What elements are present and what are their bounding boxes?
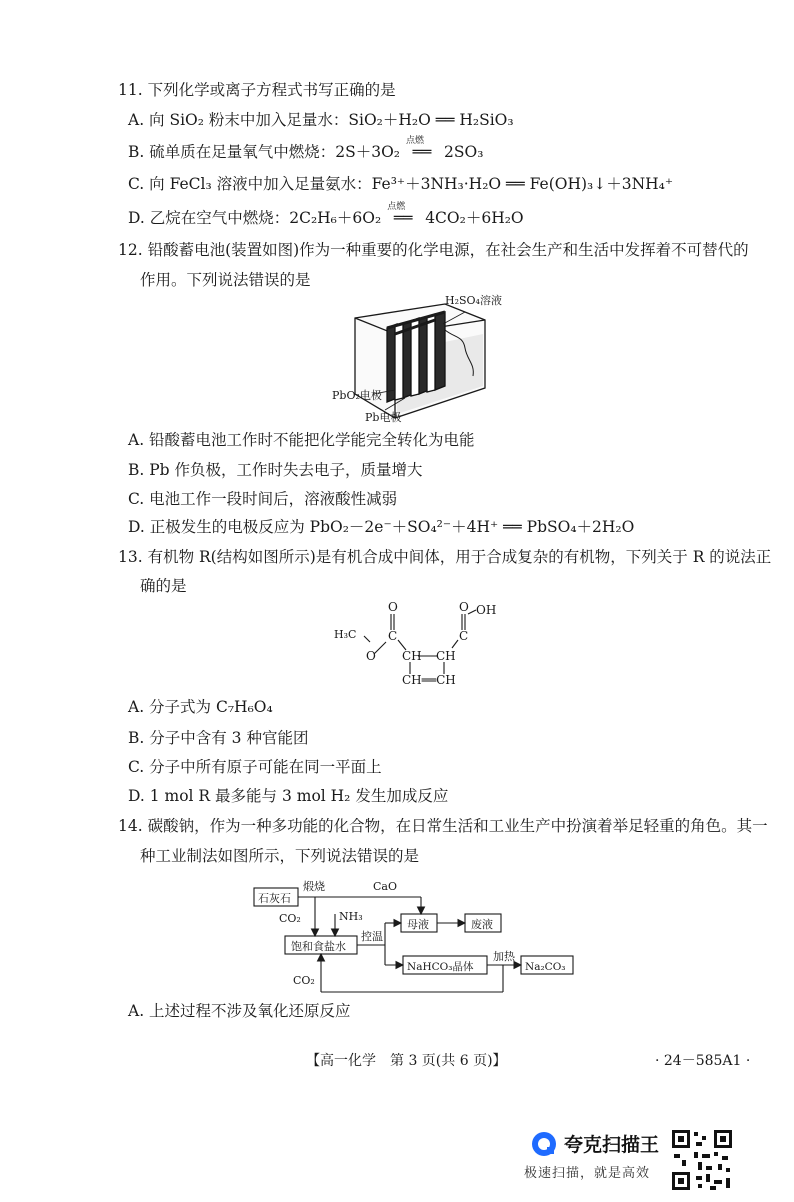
flow-cao: CaO [373, 880, 397, 893]
q11-option-b-rhs: 2SO₃ [444, 143, 484, 161]
q12-stem-line2: 作用。下列说法错误的是 [140, 271, 311, 289]
q14-stem-line1: 14. 碳酸钠，作为一种多功能的化合物，在日常生活和工业生产中扮演着举足轻重的角色。其一 [118, 817, 768, 835]
scanner-logo-icon [530, 1130, 558, 1158]
reaction-arrow: 点燃 ══ [400, 142, 444, 162]
atom-c-left: C [388, 629, 398, 643]
q12-option-c: C. 电池工作一段时间后，溶液酸性减弱 [128, 490, 398, 508]
q11-option-d-rhs: 4CO₂＋6H₂O [425, 209, 524, 227]
atom-oh: OH [476, 603, 497, 617]
reaction-condition: 点燃 [387, 202, 406, 212]
q11-option-a: A. 向 SiO₂ 粉末中加入足量水：SiO₂＋H₂O ══ H₂SiO₃ [128, 111, 514, 129]
flow-calcine: 煅烧 [303, 880, 325, 893]
q11-option-d-lhs: D. 乙烷在空气中燃烧：2C₂H₆＋6O₂ [128, 209, 382, 227]
atom-c-right: C [459, 629, 469, 643]
atom-o-carbonyl-left: O [388, 600, 398, 614]
flow-co2-bottom: CO₂ [293, 974, 315, 987]
q11-option-b-lhs: B. 硫单质在足量氧气中燃烧：2S＋3O₂ [128, 143, 401, 161]
q11-option-d [128, 202, 524, 228]
organic-structure-r [330, 598, 520, 688]
label-h2so4-solution: H₂SO₄溶液 [445, 294, 502, 307]
flow-nahco3: NaHCO₃晶体 [407, 961, 474, 973]
q14-stem-line2: 种工业制法如图所示，下列说法错误的是 [140, 847, 420, 865]
scanner-brand-name: 夸克扫描王 [564, 1134, 660, 1156]
flow-na2co3: Na₂CO₃ [525, 961, 566, 973]
atom-o-carbonyl-right: O [459, 600, 469, 614]
atom-h3c: H₃C [334, 628, 357, 641]
flow-brine: 饱和食盐水 [291, 940, 346, 953]
q12-option-d: D. 正极发生的电极反应为 PbO₂－2e⁻＋SO₄²⁻＋4H⁺ ══ PbSO₄＋2H₂O [128, 518, 635, 536]
flow-mother-liquor: 母液 [407, 918, 429, 931]
q14-option-a: A. 上述过程不涉及氧化还原反应 [128, 1002, 351, 1020]
atom-ch-right: CH [436, 649, 456, 663]
flow-temp-control: 控温 [361, 930, 383, 943]
q12-option-b: B. Pb 作负极，工作时失去电子，质量增大 [128, 461, 423, 479]
label-pb-electrode: Pb电极 [365, 411, 402, 424]
q13-option-b: B. 分子中含有 3 种官能团 [128, 729, 309, 747]
page-footer-code: · 24－585A1 · [655, 1053, 751, 1069]
atom-o-ether: O [366, 649, 376, 663]
q13-stem-line2: 确的是 [140, 577, 187, 595]
q12-stem-line1: 12. 铅酸蓄电池(装置如图)作为一种重要的化学电源，在社会生产和生活中发挥着不可替代的 [118, 241, 749, 259]
scanner-brand-slogan: 极速扫描，就是高效 [524, 1166, 651, 1181]
q11-option-b [128, 136, 484, 162]
atom-ch-left: CH [402, 649, 422, 663]
soda-ash-process-flow [245, 874, 585, 998]
reaction-arrow: 点燃 ══ [381, 208, 425, 228]
reaction-condition: 点燃 [406, 136, 425, 146]
q12-option-a: A. 铅酸蓄电池工作时不能把化学能完全转化为电能 [128, 431, 475, 449]
q13-option-a: A. 分子式为 C₇H₆O₄ [128, 698, 273, 716]
q11-option-c: C. 向 FeCl₃ 溶液中加入足量氨水：Fe³⁺＋3NH₃·H₂O ══ Fe(OH)₃↓＋3NH₄⁺ [128, 175, 674, 193]
flow-waste: 废液 [471, 918, 493, 931]
lead-acid-battery-figure [325, 290, 515, 430]
flow-nh3: NH₃ [339, 910, 363, 923]
q13-option-d: D. 1 mol R 最多能与 3 mol H₂ 发生加成反应 [128, 787, 449, 805]
flow-co2-top: CO₂ [279, 912, 301, 925]
page-footer-title: 【高一化学 第 3 页(共 6 页)】 [306, 1053, 507, 1069]
q13-stem-line1: 13. 有机物 R(结构如图所示)是有机合成中间体，用于合成复杂的有机物，下列关于 R 的说法正 [118, 548, 772, 566]
flow-heat: 加热 [493, 950, 515, 963]
q11-stem: 11. 下列化学或离子方程式书写正确的是 [118, 81, 396, 99]
atom-ch-double-ch: CH══CH [402, 673, 456, 687]
qr-code-icon [670, 1128, 734, 1192]
label-pbo2-electrode: PbO₂电极 [332, 389, 382, 402]
flow-limestone: 石灰石 [258, 892, 291, 905]
q13-option-c: C. 分子中所有原子可能在同一平面上 [128, 758, 382, 776]
